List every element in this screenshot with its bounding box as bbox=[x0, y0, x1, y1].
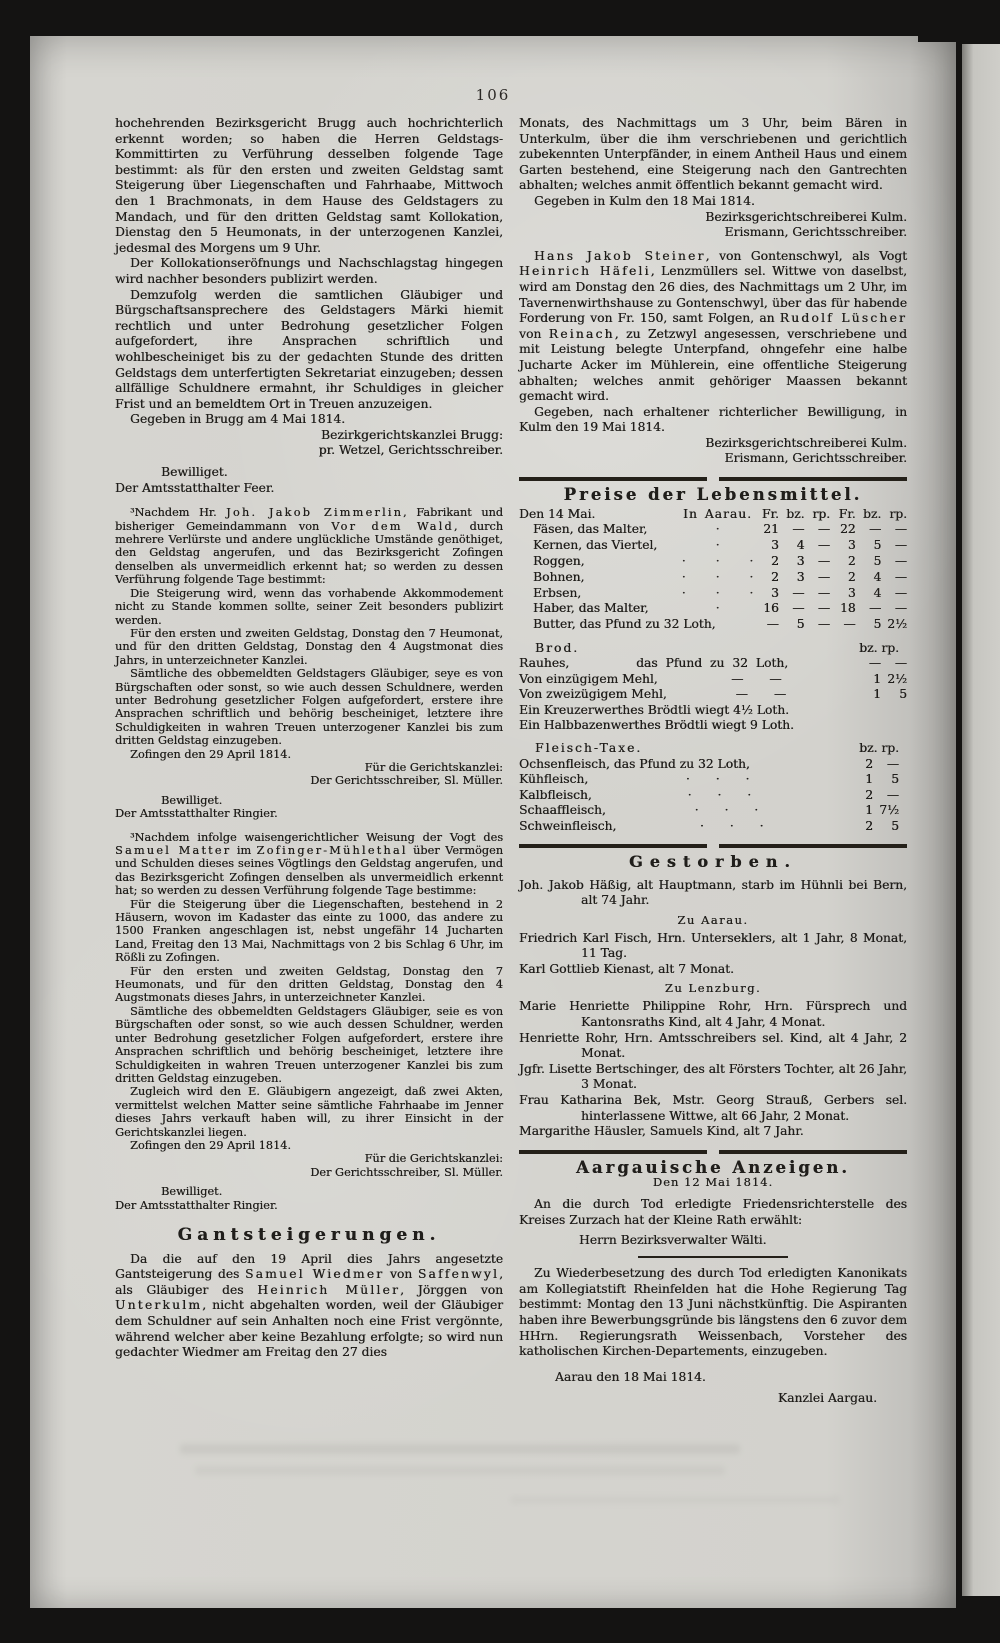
meat-heading: Fleisch-Taxe. bbox=[535, 741, 643, 756]
approver-line: Der Amtsstatthalter Ringier. bbox=[115, 807, 278, 821]
price-cell: — bbox=[766, 617, 779, 632]
price-cell: 2 bbox=[847, 569, 856, 584]
notice-paragraph: Der Kollokationseröfnungs und Nachschlagstag hingegen wird nachher besonders publizirt werden. bbox=[115, 256, 503, 286]
price-cell: 21 bbox=[763, 522, 779, 537]
price-cell: — bbox=[894, 522, 907, 537]
price-place-label: In Aarau. bbox=[683, 506, 752, 521]
approval-line: Bewilliget. bbox=[161, 465, 228, 480]
meat-section-header bbox=[519, 741, 907, 756]
right-column bbox=[519, 116, 907, 1407]
notice-paragraph: hochehrenden Bezirksgericht Brugg auch hochrichterlich erkennt worden; so haben die Herren Geldstags-Kommittirten zu Verführung desselben folgende Tage bestimmt: als für den ersten und zweiten Geldstag samt Steigerung über Liegenschaften und Fahrhaabe, Mittwoch den 1 Brachmonats, in dem Hause des Geldstagers zu Mandach, und für den dritten Geldstag samt Kollokation, Dienstag den 5 Heumonats, in der unterzogenen Kanzlei, jedesmal des Morgens um 9 Uhr. bbox=[115, 116, 503, 255]
anzeigen-date: Den 12 Mai 1814. bbox=[652, 1175, 774, 1190]
price-cell: 4 bbox=[873, 569, 882, 584]
price-leader: · · · bbox=[681, 585, 754, 600]
signature-line: Der Gerichtsschreiber, Sl. Müller. bbox=[310, 1165, 503, 1179]
section-heading-preise: Preise der Lebensmittel. bbox=[563, 485, 863, 505]
dateline: Aarau den 18 Mai 1814. bbox=[555, 1369, 706, 1384]
death-entry: Friedrich Karl Fisch, Hrn. Unterseklers, alt 1 Jahr, 8 Monat, 11 Tag. bbox=[519, 930, 907, 961]
meat-leader: · · · bbox=[694, 803, 759, 818]
column-rule bbox=[519, 1150, 907, 1154]
price-leader: · bbox=[715, 522, 720, 537]
price-cell: 4 bbox=[796, 538, 805, 553]
notice-paragraph: Sämtliche des obbemeldten Geldstagers Gläubiger, seie es von Bürgschaften oder sonst, so wie auch dessen Schuldner, werden unter Bedrohung gesetzlicher Folgen aufgefordert, erstere ihre Ansprachen schriftlich und behörig bescheiniget, letztere ihre Schuldigkeiten in wahren Treuen unterzogener Kanzlei bis zum dritten Geldstag einzugeben. bbox=[115, 1004, 503, 1085]
price-cell: 5 bbox=[873, 538, 882, 553]
meat-row bbox=[519, 788, 907, 803]
page-number: 106 bbox=[475, 86, 511, 104]
price-cell: — bbox=[817, 522, 831, 537]
spacer bbox=[642, 741, 859, 756]
price-item: Bohnen, bbox=[533, 569, 585, 584]
dateline: Gegeben, nach erhaltener richterlicher Bewilligung, in Kulm den 19 Mai 1814. bbox=[519, 404, 907, 435]
notice-paragraph: ³Nachdem Hr. Joh. Jakob Zimmerlin, Fabrikant und bisheriger Gemeindammann von Vor dem Wald, durch mehrere Verlürste und andere unglückliche Umstände genöthiget, den Geldstag angerufen, und das Bezirksgericht Zofingen denselben als unvermeidlich erkennt hat; so werden zu dessen Verführung folgende Tage bestimmt: bbox=[115, 506, 504, 587]
meat-item: Schaaffleisch, bbox=[519, 803, 606, 818]
signature-line: Bezirksgerichtschreiberei Kulm. bbox=[705, 209, 907, 224]
signature-line: Kanzlei Aargau. bbox=[777, 1391, 877, 1406]
price-cell: 18 bbox=[839, 601, 856, 616]
price-item: Roggen, bbox=[533, 554, 585, 569]
price-cell: 3 bbox=[847, 585, 856, 600]
meat-row bbox=[519, 803, 907, 818]
bread-heading: Brod. bbox=[535, 641, 580, 656]
price-date-label: Den 14 Mai. bbox=[519, 506, 596, 521]
dateline: Gegeben in Brugg am 4 Mai 1814. bbox=[130, 412, 346, 427]
bread-section-header bbox=[519, 641, 907, 656]
price-item: Haber, das Malter, bbox=[533, 601, 649, 616]
price-cell: 4 bbox=[873, 585, 882, 600]
price-cell: 3 bbox=[796, 554, 805, 569]
newspaper-page bbox=[30, 36, 956, 1608]
signature-line: Bezirksgerichtschreiberei Kulm. bbox=[705, 435, 907, 450]
price-cell: — bbox=[792, 522, 805, 537]
adjacent-page-edge bbox=[962, 44, 1000, 1596]
death-entry: Henriette Rohr, Hrn. Amtsschreibers sel. Kind, alt 4 Jahr, 2 Monat. bbox=[519, 1030, 907, 1061]
price-cell: 3 bbox=[796, 569, 805, 584]
meat-cell: 1 bbox=[865, 772, 873, 787]
price-item: Fäsen, das Malter, bbox=[533, 522, 648, 537]
price-cell: 3 bbox=[771, 585, 779, 600]
death-entry: Joh. Jakob Häßig, alt Hauptmann, starb im Hühnli bei Bern, alt 74 Jahr. bbox=[519, 877, 907, 908]
notice-paragraph: Für den ersten und zweiten Geldstag, Donstag den 7 Heumonats, und für den dritten Geldstag, Donstag den 4 Augstmonats dieses Jahrs, in unterzeichneter Kanzlei. bbox=[115, 964, 503, 1005]
approval-line: Bewilliget. bbox=[161, 1185, 223, 1199]
price-item: Erbsen, bbox=[533, 585, 582, 600]
notice-paragraph: ³Nachdem infolge waisengerichtlicher Weisung der Vogt des Samuel Matter im Zofinger-Mühlethal über Vermögen und Schulden dieses seines Vögtlings den Geldstag angerufen, und das Bezirksgericht Zofingen denselben als unvermeidlich erkennt hat; so werden zu dessen Verführung folgende Tage bestimme: bbox=[115, 830, 503, 898]
price-leader: · bbox=[715, 601, 720, 616]
meat-row bbox=[519, 819, 907, 834]
price-row bbox=[519, 538, 907, 554]
bread-mid: — — bbox=[731, 671, 782, 686]
meat-cell: 2 bbox=[865, 756, 873, 771]
price-cell: — bbox=[843, 617, 856, 632]
signature-line: Erismann, Gerichtsschreiber. bbox=[724, 451, 907, 466]
ink-bleedthrough bbox=[180, 1444, 740, 1454]
section-heading-gestorben: Gestorben. bbox=[629, 851, 797, 871]
notice-paragraph: Sämtliche des obbemeldten Geldstagers Gläubiger, seye es von Bürgschaften oder sonst, so wie auch dessen Schuldnere, werden unter Bedrohung gesetzlicher Folgen aufgefordert, erstere ihre Ansprachen schriftlich und behörig bescheiniget, letztere ihre Schuldigkeiten in wahren Treuen unterzogener Kanzlei bis zum dritten Geldstag einzugeben. bbox=[115, 667, 503, 748]
death-place-subhead: Zu Aarau. bbox=[677, 912, 749, 927]
price-cell: 2½ bbox=[887, 617, 907, 632]
meat-leader bbox=[750, 757, 847, 772]
separator-rule bbox=[638, 1256, 788, 1258]
price-unit-header: Fr. bbox=[838, 506, 856, 521]
price-leader: · · · bbox=[681, 569, 754, 584]
price-cell: 22 bbox=[839, 522, 856, 537]
meat-cell: 5 bbox=[891, 818, 899, 833]
death-entry: Karl Gottlieb Kienast, alt 7 Monat. bbox=[519, 961, 734, 976]
meat-unit-header: bz. rp. bbox=[859, 741, 899, 756]
meat-cell: 2 bbox=[865, 818, 873, 833]
meat-leader: · · · bbox=[699, 818, 764, 833]
approval-line: Bewilliget. bbox=[161, 793, 223, 807]
price-leader: · · · bbox=[681, 554, 754, 569]
meat-item: Kühfleisch, bbox=[519, 772, 589, 787]
price-cell: — bbox=[817, 585, 831, 600]
signature-line: Für die Gerichtskanzlei: bbox=[364, 1152, 503, 1166]
price-cell: — bbox=[894, 554, 907, 569]
spacer bbox=[579, 641, 859, 656]
bread-note: Ein Kreuzerwerthes Brödtli wiegt 4½ Loth. bbox=[519, 702, 790, 717]
bread-cell: 5 bbox=[899, 687, 907, 702]
ink-bleedthrough bbox=[195, 1466, 725, 1475]
price-cell: 2 bbox=[771, 554, 779, 569]
death-entry: Margarithe Häusler, Samuels Kind, alt 7 Jahr. bbox=[519, 1124, 804, 1139]
bread-cell: 1 bbox=[873, 687, 881, 702]
section-heading-anzeigen: Aargauische Anzeigen. bbox=[576, 1157, 850, 1177]
price-unit-header: bz. bbox=[863, 506, 882, 521]
price-table bbox=[519, 507, 907, 633]
notice-paragraph: Zu Wiederbesetzung des durch Tod erledigten Kanonikats am Kollegiatstift Rheinfelden hat die Hohe Regierung Tag bestimmt: Montag den 13 Juni nächstkünftig. Die Aspiranten haben ihre Bewerbungsgründe bis längstens den 6 zuvor dem HHrn. Regierungsrath Weissenbach, Vorsteher des katholischen Kirchen-Departements, einzugeben. bbox=[519, 1266, 907, 1359]
signature-line: Bezirkgerichtskanzlei Brugg: bbox=[320, 427, 503, 442]
death-entry: Frau Katharina Bek, Mstr. Georg Strauß, Gerbers sel. hinterlassene Wittwe, alt 66 Jahr, 2 Monat. bbox=[519, 1093, 907, 1123]
bread-item: Von zweizügigem Mehl, bbox=[519, 687, 667, 702]
meat-cell: 1 bbox=[865, 803, 873, 818]
notice-paragraph: Zugleich wird den E. Gläubigern angezeigt, daß zwei Akten, vermittelst welchen Matter seine sämtliche Fahrhaabe im Jenner dieses Jahrs verkauft haben will, zu ihrer Einsicht in der Gerichtskanzlei liegen. bbox=[115, 1085, 503, 1139]
bread-cell: — bbox=[868, 656, 881, 671]
price-row bbox=[519, 601, 907, 617]
approver-line: Der Amtsstatthalter Ringier. bbox=[115, 1198, 278, 1212]
price-leader: · bbox=[715, 538, 720, 553]
signature-line: Erismann, Gerichtsschreiber. bbox=[724, 225, 907, 240]
price-cell: — bbox=[894, 585, 907, 600]
notice-paragraph: Da die auf den 19 April dies Jahrs angesetzte Gantsteigerung des Samuel Wiedmer von Saffenwyl, als Gläubiger des Heinrich Müller, Jörggen von Unterkulm, nicht abgehalten worden, weil der Gläubiger dem Schuldner auf sein Anhalten noch eine Frist vergönnte, während welcher aber keine Bezahlung erfolgte; so wird nun gedachter Wiedmer am Freitag den 27 dies bbox=[115, 1251, 503, 1360]
meat-cell: 7½ bbox=[879, 803, 899, 818]
meat-item: Kalbfleisch, bbox=[519, 787, 592, 802]
price-unit-header: rp. bbox=[812, 506, 831, 521]
bread-item: Von einzügigem Mehl, bbox=[519, 671, 658, 686]
death-entry: Marie Henriette Philippine Rohr, Hrn. Fürsprech und Kantonsraths Kind, alt 4 Jahr, 4 Monat. bbox=[519, 999, 907, 1030]
meat-leader: · · · bbox=[687, 787, 752, 802]
bread-row bbox=[519, 672, 907, 687]
dateline: Gegeben in Kulm den 18 Mai 1814. bbox=[534, 193, 755, 208]
price-cell: — bbox=[817, 554, 831, 569]
price-row bbox=[519, 617, 907, 633]
bread-cell: 1 bbox=[873, 671, 881, 686]
price-table-header bbox=[519, 507, 907, 523]
price-cell: — bbox=[868, 601, 882, 616]
price-cell: — bbox=[817, 569, 831, 584]
price-unit-header: bz. bbox=[786, 506, 805, 521]
death-entry: Jgfr. Lisette Bertschinger, des alt Försters Tochter, alt 26 Jahr, 3 Monat. bbox=[519, 1061, 907, 1092]
price-cell: 5 bbox=[873, 617, 882, 632]
price-cell: 2 bbox=[847, 554, 856, 569]
price-cell: 3 bbox=[771, 538, 779, 553]
meat-cell: 2 bbox=[865, 787, 873, 802]
price-row bbox=[519, 522, 907, 538]
price-row bbox=[519, 586, 907, 602]
price-cell: 5 bbox=[796, 617, 805, 632]
price-cell: 2 bbox=[771, 569, 779, 584]
price-item: Kernen, das Viertel, bbox=[533, 538, 658, 553]
signature-line: Der Gerichtsschreiber, Sl. Müller. bbox=[310, 774, 503, 788]
bread-row bbox=[519, 656, 907, 671]
meat-row bbox=[519, 757, 907, 772]
dateline: Zofingen den 29 April 1814. bbox=[130, 747, 291, 761]
notice-paragraph: An die durch Tod erledigte Friedensrichterstelle des Kreises Zurzach hat der Kleine Rath erwählt: bbox=[519, 1197, 907, 1227]
notice-paragraph: Für den ersten und zweiten Geldstag, Donstag den 7 Heumonat, und für den dritten Geldstag, Donstag den 4 Augstmonat dies Jahrs, in unterzeichneter Kanzlei. bbox=[115, 626, 503, 667]
price-cell: — bbox=[894, 538, 907, 553]
appointee-line: Herrn Bezirksverwalter Wälti. bbox=[579, 1232, 767, 1247]
price-cell: 3 bbox=[847, 538, 856, 553]
bread-item: Rauhes, bbox=[519, 656, 570, 671]
price-cell: — bbox=[792, 601, 805, 616]
price-unit-header: rp. bbox=[889, 506, 907, 521]
signature-line: Für die Gerichtskanzlei: bbox=[364, 760, 503, 774]
dateline: Zofingen den 29 April 1814. bbox=[130, 1138, 291, 1152]
notice-paragraph: Hans Jakob Steiner, von Gontenschwyl, als Vogt Heinrich Häfeli, Lenzmüllers sel. Wittwe von daselbst, wird am Donstag den 26 dies, des Nachmittags um 2 Uhr, im Tavernenwirthshause zu Gontenschwyl, über das für habende Forderung von Fr. 150, samt Folgen, an Rudolf Lüscher von Reinach, zu Zetzwyl angesessen, verschriebene und mit Leistung belegte Unterpfand, ohngefehr eine halbe Jucharte Acker im Mühlerein, eine offentliche Steigerung abhalten; welches anmit gehöriger Maassen bekannt gemacht wird. bbox=[519, 248, 908, 404]
price-cell: — bbox=[894, 601, 907, 616]
price-item: Butter, das Pfund zu 32 Loth, bbox=[533, 617, 716, 632]
notice-paragraph: Die Steigerung wird, wenn das vorhabende Akkommodement nicht zu Stande kommen sollte, seiner Zeit besonders publizirt werden. bbox=[115, 586, 503, 627]
bread-note: Ein Halbbazenwerthes Brödtli wiegt 9 Loth. bbox=[519, 718, 794, 733]
price-cell: 16 bbox=[763, 601, 779, 616]
binding-notch bbox=[918, 0, 1000, 42]
column-rule bbox=[519, 477, 907, 481]
bread-mid: — — bbox=[735, 687, 787, 702]
notice-paragraph: Demzufolg werden die samtlichen Gläubiger und Bürgschaftsansprechere des Geldstagers Märki hiemit rechtlich und unter Bedrohung gesetzlicher Folgen aufgefordert, ihre Ansprachen schriftlich und wohlbescheiniget bis zu der gedachten Stunde des dritten Geldstags dem unterfertigten Sekretariat einzugeben; dessen allfällige Schuldnere ermahnt, ihr Schuldiges in gleicher Frist und an bemeldtem Ort in Treuen anzuzeigen. bbox=[115, 287, 503, 411]
death-place-subhead: Zu Lenzburg. bbox=[664, 981, 762, 996]
left-column bbox=[115, 116, 503, 1361]
ink-bleedthrough bbox=[510, 1496, 840, 1504]
price-cell: — bbox=[817, 538, 831, 553]
bread-mid: das Pfund zu 32 Loth, bbox=[636, 656, 789, 671]
meat-leader: · · · bbox=[685, 772, 750, 787]
notice-paragraph: Monats, des Nachmittags um 3 Uhr, beim Bären in Unterkulm, über die ihm verschriebenen und gerichtlich zubekennten Unterpfänder, in einem Antheil Haus und einem Garten bestehend, eine Steigerung nach den Gantrechten abhalten; welches anmit öffentlich bekannt gemacht wird. bbox=[519, 116, 907, 193]
price-row bbox=[519, 570, 907, 586]
price-cell: — bbox=[817, 617, 831, 632]
approver-line: Der Amtsstatthalter Feer. bbox=[115, 480, 275, 495]
price-unit-header: Fr. bbox=[761, 506, 779, 521]
column-rule bbox=[519, 844, 907, 848]
price-cell: — bbox=[792, 585, 805, 600]
price-cell: 5 bbox=[873, 554, 882, 569]
meat-item: Ochsenfleisch, das Pfund zu 32 Loth, bbox=[519, 756, 750, 771]
price-cell: — bbox=[894, 569, 907, 584]
bread-row bbox=[519, 687, 907, 702]
meat-cell: — bbox=[886, 756, 899, 771]
meat-item: Schweinfleisch, bbox=[519, 818, 617, 833]
meat-cell: 5 bbox=[891, 772, 899, 787]
notice-paragraph: Für die Steigerung über die Liegenschaften, bestehend in 2 Häusern, wovon im Kadaster das einte zu 1000, das andere zu 1500 Franken angeschlagen ist, nebst ungefähr 14 Jucharten Land, Freitag den 13 Mai, Nachmittags von 2 bis Schlag 6 Uhr, im Rößli zu Zofingen. bbox=[115, 897, 503, 965]
section-heading-gantsteigerungen: Gantsteigerungen. bbox=[177, 1224, 441, 1245]
price-cell: — bbox=[817, 601, 831, 616]
bread-cell: — bbox=[894, 656, 907, 671]
signature-line: pr. Wetzel, Gerichtsschreiber. bbox=[318, 443, 503, 458]
price-cell: — bbox=[868, 522, 882, 537]
bread-unit-header: bz. rp. bbox=[859, 641, 899, 656]
meat-cell: — bbox=[886, 787, 899, 802]
price-row bbox=[519, 554, 907, 570]
bread-cell: 2½ bbox=[887, 671, 907, 686]
meat-row bbox=[519, 772, 907, 787]
